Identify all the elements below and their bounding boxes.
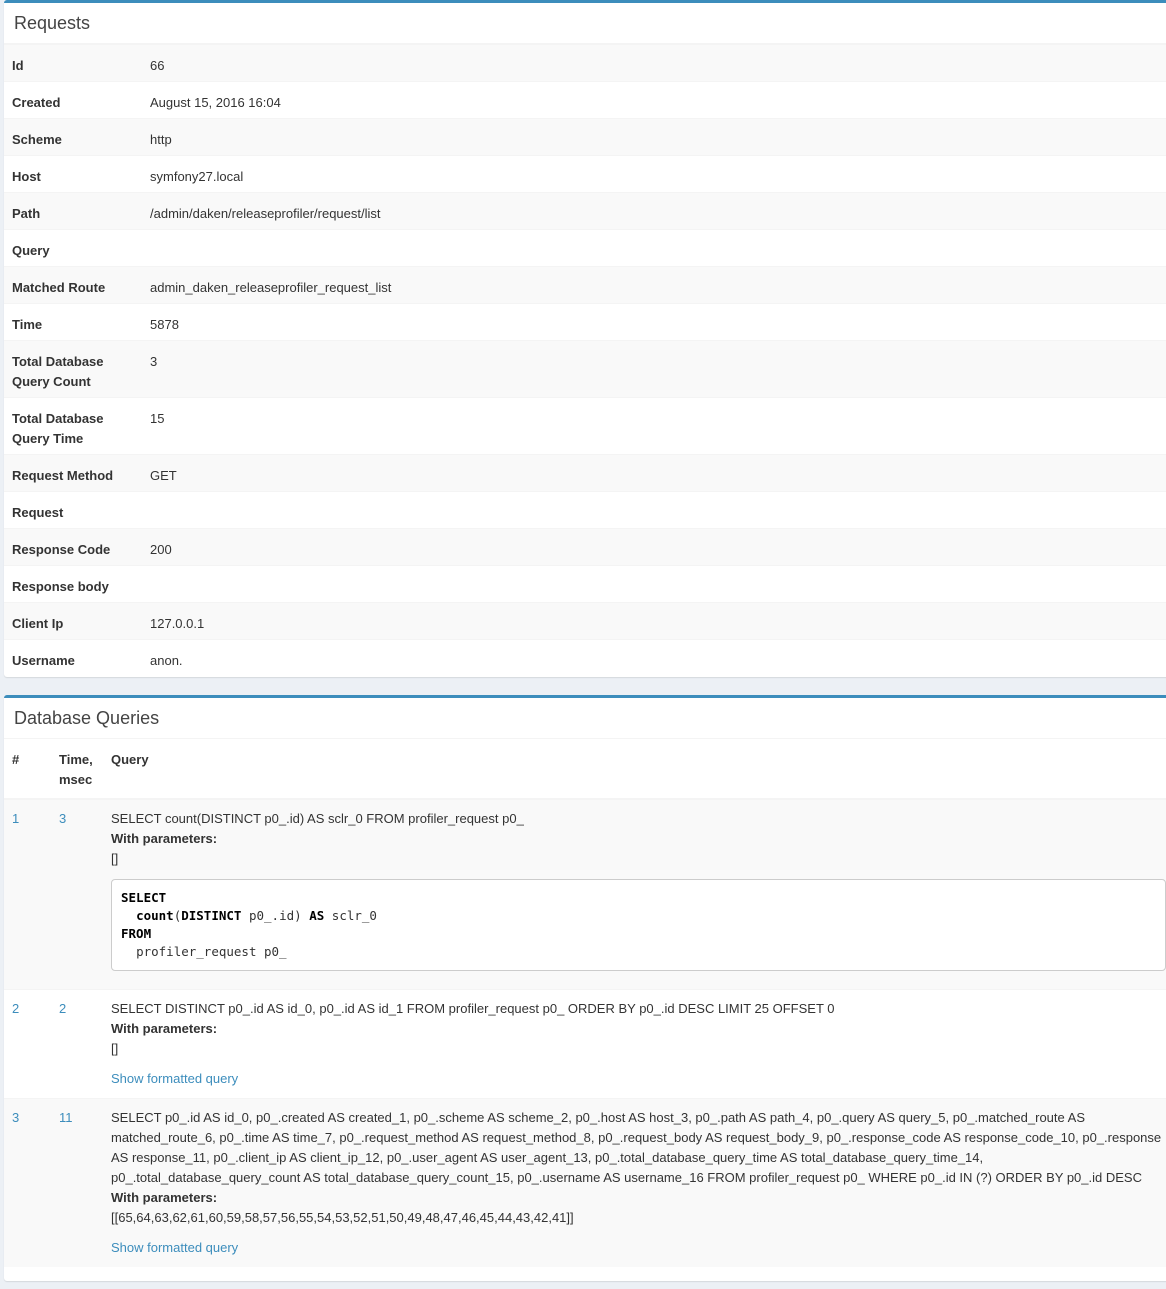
field-value <box>134 566 1166 603</box>
field-value: /admin/daken/releaseprofiler/request/list <box>134 193 1166 230</box>
col-header-time: Time, msec <box>51 739 103 799</box>
field-label: Time <box>4 304 134 341</box>
field-row-query-time <box>4 398 1166 455</box>
query-row <box>4 799 1166 990</box>
field-label: Path <box>4 193 134 230</box>
field-row-created <box>4 82 1166 119</box>
query-params: [] <box>111 1041 119 1056</box>
query-params: [[65,64,63,62,61,60,59,58,57,56,55,54,53,52,51,50,49,48,47,46,45,44,43,42,41]] <box>111 1210 574 1225</box>
field-value: 15 <box>134 398 1166 455</box>
field-value: symfony27.local <box>134 156 1166 193</box>
field-value: 3 <box>134 341 1166 398</box>
query-sql: SELECT DISTINCT p0_.id AS id_0, p0_.id AS id_1 FROM profiler_request p0_ ORDER BY p0_.id DESC LIMIT 25 OFFSET 0 <box>111 1001 835 1016</box>
show-formatted-query-link[interactable]: Show formatted query <box>111 1071 239 1086</box>
field-label: Matched Route <box>4 267 134 304</box>
field-value: GET <box>134 455 1166 492</box>
query-sql: SELECT p0_.id AS id_0, p0_.created AS created_1, p0_.scheme AS scheme_2, p0_.host AS host_3, p0_.path AS path_4, p0_.query AS query_5, p0_.matched_route AS matched_route_6, p0_.time AS time_7, p0_.request_method AS request_method_8, p0_.request_body AS request_body_9, p0_.response_code AS response_code_10, p0_.response AS response_11, p0_.client_ip AS client_ip_12, p0_.user_agent AS user_agent_13, p0_.total_database_query_time AS total_database_query_time_14, p0_.total_database_query_count AS total_database_query_count_15, p0_.username AS username_16 FROM profiler_request p0_ WHERE p0_.id IN (?) ORDER BY p0_.id DESC <box>111 1110 1162 1185</box>
query-sql: SELECT count(DISTINCT p0_.id) AS sclr_0 FROM profiler_request p0_ <box>111 811 524 826</box>
field-value: 5878 <box>134 304 1166 341</box>
field-row-client-ip <box>4 603 1166 640</box>
field-label: Host <box>4 156 134 193</box>
field-row-response-body <box>4 566 1166 603</box>
field-label: Client Ip <box>4 603 134 640</box>
formatted-query-block: SELECT count(DISTINCT p0_.id) AS sclr_0 FROM profiler_request p0_ <box>111 879 1166 971</box>
field-row-username <box>4 640 1166 677</box>
query-params: [] <box>111 851 119 866</box>
request-details-table <box>4 44 1166 677</box>
field-label: Id <box>4 45 134 82</box>
query-time-link[interactable]: 11 <box>59 1110 73 1125</box>
field-row-query-count <box>4 341 1166 398</box>
query-row <box>4 1099 1166 1268</box>
database-queries-panel <box>4 695 1166 1281</box>
field-row-time <box>4 304 1166 341</box>
field-row-request <box>4 492 1166 529</box>
field-value: anon. <box>134 640 1166 677</box>
field-value: 200 <box>134 529 1166 566</box>
query-num-link[interactable]: 1 <box>12 811 20 826</box>
field-row-response-code <box>4 529 1166 566</box>
col-header-query: Query <box>103 739 1166 799</box>
field-label: Request Method <box>4 455 134 492</box>
field-label: Response body <box>4 566 134 603</box>
requests-title: Requests <box>4 3 1166 44</box>
field-label: Response Code <box>4 529 134 566</box>
query-row <box>4 990 1166 1099</box>
query-time-link[interactable]: 3 <box>59 811 67 826</box>
field-value: August 15, 2016 16:04 <box>134 82 1166 119</box>
field-row-matched-route <box>4 267 1166 304</box>
field-label: Total Database Query Count <box>4 341 134 398</box>
field-value: http <box>134 119 1166 156</box>
field-label: Scheme <box>4 119 134 156</box>
database-queries-title: Database Queries <box>4 698 1166 739</box>
show-formatted-query-link[interactable]: Show formatted query <box>111 1240 239 1255</box>
field-value: 127.0.0.1 <box>134 603 1166 640</box>
field-label: Request <box>4 492 134 529</box>
requests-panel <box>4 0 1166 677</box>
queries-header-row <box>4 739 1166 799</box>
field-row-scheme <box>4 119 1166 156</box>
field-label: Created <box>4 82 134 119</box>
params-label: With parameters: <box>111 1190 218 1205</box>
queries-table <box>4 739 1166 1267</box>
field-label: Username <box>4 640 134 677</box>
field-value <box>134 230 1166 267</box>
params-label: With parameters: <box>111 1021 218 1036</box>
field-value: admin_daken_releaseprofiler_request_list <box>134 267 1166 304</box>
field-row-id <box>4 45 1166 82</box>
field-label: Total Database Query Time <box>4 398 134 455</box>
params-label: With parameters: <box>111 831 218 846</box>
query-time-link[interactable]: 2 <box>59 1001 67 1016</box>
field-row-query <box>4 230 1166 267</box>
field-row-path <box>4 193 1166 230</box>
field-row-host <box>4 156 1166 193</box>
query-num-link[interactable]: 2 <box>12 1001 20 1016</box>
field-value: 66 <box>134 45 1166 82</box>
col-header-num: # <box>4 739 51 799</box>
query-num-link[interactable]: 3 <box>12 1110 20 1125</box>
field-label: Query <box>4 230 134 267</box>
field-value <box>134 492 1166 529</box>
field-row-request-method <box>4 455 1166 492</box>
